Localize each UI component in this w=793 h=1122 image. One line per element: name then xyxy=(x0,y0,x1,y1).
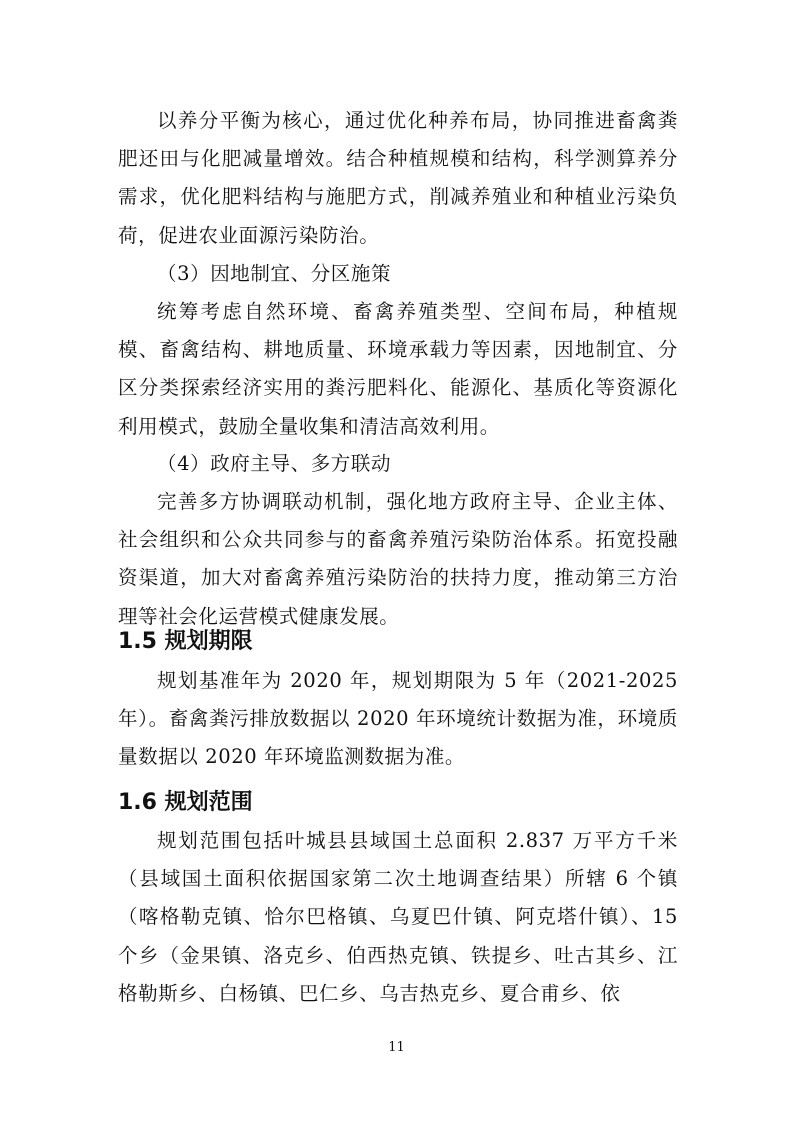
paragraph-local-conditions: 统筹考虑自然环境、畜禽养殖类型、空间布局，种植规模、畜禽结构、耕地质量、环境承载力等因素，因地制宜、分区分类探索经济实用的粪污肥料化、能源化、基质化等资源化利用模式，鼓励全量收集和清洁高效利用。 xyxy=(118,300,678,438)
section-heading-planning-period: 1.5 规划期限 xyxy=(118,629,253,654)
paragraph-planning-scope: 规划范围包括叶城县县域国土总面积 2.837 万平方千米（县域国土面积依据国家第二次土地调查结果）所辖 6 个镇（喀格勒克镇、恰尔巴格镇、乌夏巴什镇、阿克塔什镇）、15 个乡（金果镇、洛克乡、伯西热克镇、铁提乡、吐古其乡、江格勒斯乡、白杨镇、巴仁乡、乌吉热克乡、夏合甫乡、依 xyxy=(118,829,678,1005)
subheading-local-conditions: （3）因地制宜、分区施策 xyxy=(157,262,392,285)
paragraph-nutrient-balance: 以养分平衡为核心，通过优化种养布局，协同推进畜禽粪肥还田与化肥减量增效。结合种植规模和结构，科学测算养分需求，优化肥料结构与施肥方式，削减养殖业和种植业污染负荷，促进农业面源污染防治。 xyxy=(118,109,678,247)
subheading-government-led: （4）政府主导、多方联动 xyxy=(157,452,392,475)
paragraph-planning-period: 规划基准年为 2020 年，规划期限为 5 年（2021-2025 年）。畜禽粪污排放数据以 2020 年环境统计数据为准，环境质量数据以 2020 年环境监测数据为准。 xyxy=(118,669,678,769)
page-number: 11 xyxy=(388,1040,405,1055)
paragraph-government-led: 完善多方协调联动机制，强化地方政府主导、企业主体、社会组织和公众共同参与的畜禽养殖污染防治体系。拓宽投融资渠道，加大对畜禽养殖污染防治的扶持力度，推动第三方治理等社会化运营模式健康发展。 xyxy=(118,490,678,628)
section-heading-planning-scope: 1.6 规划范围 xyxy=(118,790,253,815)
